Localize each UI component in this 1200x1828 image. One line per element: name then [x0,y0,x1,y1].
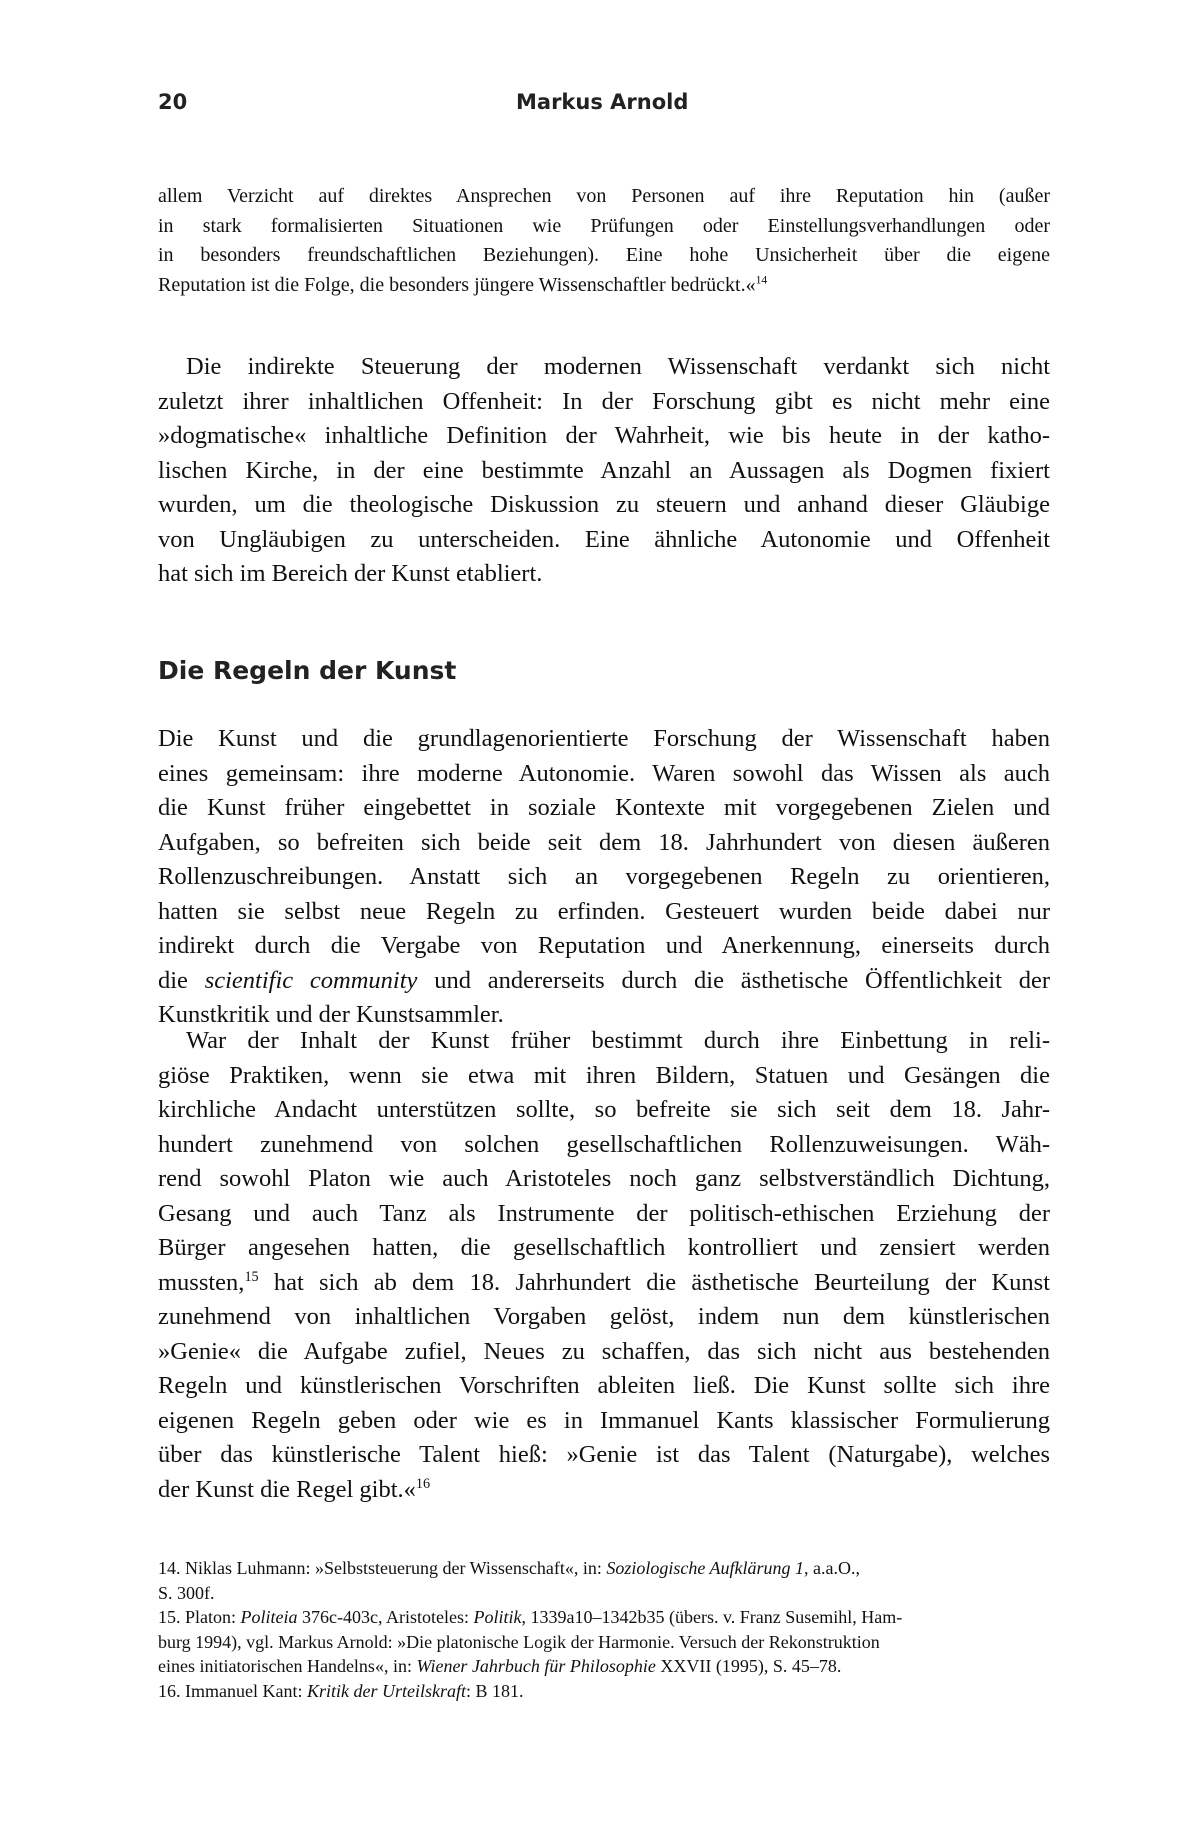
paragraph-line: Regeln und künstlerischen Vorschriften ableiten ließ. Die Kunst sollte sich ihre [158,1372,1050,1399]
text-run: die [158,966,205,994]
paragraph-line: War der Inhalt der Kunst früher bestimmt durch ihre Einbettung in reli- [186,1027,1050,1054]
quote-line-last [158,271,1050,301]
paragraph [158,1024,1050,1507]
paragraph-line: indirekt durch die Vergabe von Reputation und Anerkennung, einerseits durch [158,932,1050,959]
footnote-15 [158,1605,1050,1630]
paragraph-line: rend sowohl Platon wie auch Aristoteles noch ganz selbstverständlich Dichtung, [158,1165,1050,1192]
footnote-16 [158,1679,1050,1704]
paragraph-line: Aufgaben, so befreiten sich beide seit dem 18. Jahrhundert von diesen äußeren [158,828,1050,856]
italic-title: Kritik der Urteilskraft [306,1680,466,1701]
paragraph-line: eines gemeinsam: ihre moderne Autonomie. Waren sowohl das Wissen als auch [158,759,1050,787]
paragraph-line: eigenen Regeln geben oder wie es in Immanuel Kants klassischer Formulierung [158,1406,1050,1434]
paragraph-line: hundert zunehmend von solchen gesellschaftlichen Rollenzuweisungen. Wäh- [158,1130,1050,1158]
paragraph-line [158,1266,1050,1301]
text-run: , 1339a10–1342b35 (übers. v. Franz Susemihl, Ham- [521,1607,903,1627]
paragraph-line: hat sich im Bereich der Kunst etabliert. [158,560,543,587]
paragraph-line-last [158,1473,1050,1508]
text-run: mussten, [158,1268,245,1296]
text-run: eines initiatorischen Handelns«, in: [158,1656,417,1676]
footnote-15-cont: burg 1994), vgl. Markus Arnold: »Die platonische Logik der Harmonie. Versuch der Rekonstruktion [158,1631,880,1652]
italic-term: scientific community [204,966,418,994]
paragraph-line: Die Kunst und die grundlagenorientierte Forschung der Wissenschaft haben [158,725,1050,752]
paragraph [158,722,1050,1033]
italic-title: Politeia [240,1607,298,1627]
paragraph-line: wurden, um die theologische Diskussion zu steuern und anhand dieser Gläubige [158,491,1050,518]
paragraph-line: die Kunst früher eingebettet in soziale Kontexte mit vorgegebenen Zielen und [158,794,1050,821]
running-head: Markus Arnold [516,90,689,114]
quote-line: in besonders freundschaftlichen Beziehungen). Eine hohe Unsicherheit über die eigene [158,244,1050,266]
text-run: , a.a.O., [804,1558,861,1578]
text-run: hat sich ab dem 18. Jahrhundert die ästhetische Beurteilung der Kunst [258,1268,1050,1296]
block-quote [158,182,1050,300]
footnote-14 [158,1556,1050,1581]
quote-text: Reputation ist die Folge, die besonders jüngere Wissenschaftler bedrückt.« [158,273,756,296]
text-run: 14. Niklas Luhmann: »Selbststeuerung der Wissenschaft«, in: [158,1558,607,1578]
paragraph-line: »Genie« die Aufgabe zufiel, Neues zu schaffen, das sich nicht aus bestehenden [158,1337,1050,1365]
paragraph-line: von Ungläubigen zu unterscheiden. Eine ähnliche Autonomie und Offenheit [158,525,1050,553]
paragraph-line: kirchliche Andacht unterstützen sollte, so befreite sie sich seit dem 18. Jahr- [158,1096,1050,1123]
paragraph-line [158,964,1050,999]
italic-title: Wiener Jahrbuch für Philosophie [416,1656,656,1676]
paragraph [158,350,1050,592]
section-heading: Die Regeln der Kunst [158,656,457,685]
paragraph-line: über das künstlerische Talent hieß: »Genie ist das Talent (Naturgabe), welches [158,1441,1050,1468]
text-run: : B 181. [465,1680,524,1701]
footnotes [158,1556,1050,1703]
italic-title: Politik [473,1607,522,1627]
paragraph-line: Kunstkritik und der Kunstsammler. [158,1001,504,1028]
text-run: und andererseits durch die ästhetische Öffentlichkeit der [417,966,1050,994]
footnote-ref: 16 [415,1475,431,1492]
paragraph-line: hatten sie selbst neue Regeln zu erfinden. Gesteuert wurden beide dabei nur [158,897,1050,925]
paragraph-line: giöse Praktiken, wenn sie etwa mit ihren Bildern, Statuen und Gesängen die [158,1061,1050,1089]
text-run: der Kunst die Regel gibt.« [158,1475,416,1503]
paragraph-line: Die indirekte Steuerung der modernen Wissenschaft verdankt sich nicht [186,353,1050,380]
italic-title: Soziologische Aufklärung 1 [606,1558,805,1578]
footnote-14-cont: S. 300f. [158,1582,215,1603]
paragraph-line: lischen Kirche, in der eine bestimmte Anzahl an Aussagen als Dogmen fixiert [158,456,1050,484]
page-header [158,90,690,120]
paragraph-line: zunehmend von inhaltlichen Vorgaben gelöst, indem nun dem künstlerischen [158,1303,1050,1330]
footnote-ref: 15 [244,1268,259,1285]
paragraph-line: zuletzt ihrer inhaltlichen Offenheit: In der Forschung gibt es nicht mehr eine [158,387,1050,415]
paragraph-line: »dogmatische« inhaltliche Definition der Wahrheit, wie bis heute in der katho- [158,422,1050,449]
text-run: XXVII (1995), S. 45–78. [655,1656,842,1676]
paragraph-line: Gesang und auch Tanz als Instrumente der politisch-ethischen Erziehung der [158,1199,1050,1227]
footnote-15-cont [158,1654,1050,1679]
quote-line: allem Verzicht auf direktes Ansprechen von Personen auf ihre Reputation hin (außer [158,185,1050,207]
paragraph-line: Rollenzuschreibungen. Anstatt sich an vorgegebenen Regeln zu orientieren, [158,863,1050,890]
quote-line: in stark formalisierten Situationen wie Prüfungen oder Einstellungsverhandlungen oder [158,214,1050,237]
footnote-ref: 14 [755,272,768,286]
paragraph-line: Bürger angesehen hatten, die gesellschaftlich kontrolliert und zensiert werden [158,1234,1050,1261]
text-run: 15. Platon: [158,1607,241,1627]
text-run: 376c-403c, Aristoteles: [297,1607,474,1627]
text-run: 16. Immanuel Kant: [158,1680,307,1701]
page-number: 20 [158,90,188,114]
